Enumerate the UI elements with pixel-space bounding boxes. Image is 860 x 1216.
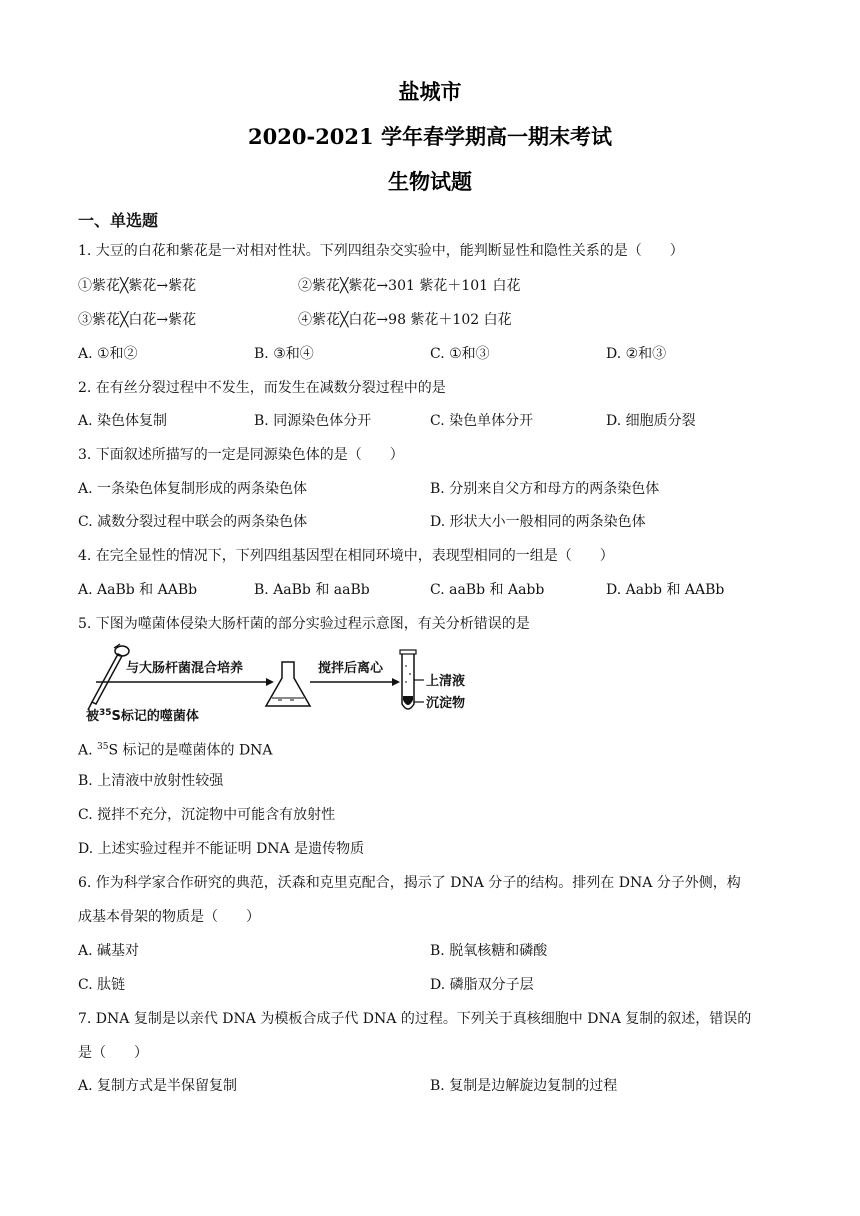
q1-option-c: C. ①和③: [430, 346, 490, 362]
q3-option-d: D. 形状大小一般相同的两条染色体: [430, 514, 646, 530]
q4-option-c: C. aaBb 和 Aabb: [430, 582, 545, 598]
q1-cross-3: ③紫花╳白花→紫花: [78, 312, 197, 328]
q5-option-b: B. 上清液中放射性较强: [78, 773, 224, 789]
q4-option-a: A. AaBb 和 AABb: [78, 582, 198, 598]
q7-stem-line-1: 7. DNA 复制是以亲代 DNA 为模板合成子代 DNA 的过程。下列关于真核细胞中 DNA 复制的叙述，错误的: [78, 1011, 752, 1027]
q6-option-a: A. 碱基对: [78, 943, 140, 959]
q5-stem: 5. 下图为噬菌体侵染大肠杆菌的部分实验过程示意图，有关分析错误的是: [78, 616, 530, 632]
q5-option-c: C. 搅拌不充分，沉淀物中可能含有放射性: [78, 807, 336, 823]
q3-stem: 3. 下面叙述所描写的一定是同源染色体的是（ ）: [78, 447, 404, 463]
label-sediment: 沉淀物: [426, 696, 466, 711]
q6-option-c: C. 肽链: [78, 977, 126, 993]
q2-option-b: B. 同源染色体分开: [254, 413, 372, 429]
q2-stem: 2. 在有丝分裂过程中不发生，而发生在减数分裂过程中的是: [78, 380, 446, 396]
test-tube-icon: [400, 650, 424, 709]
subject-title: 生物试题: [388, 169, 472, 194]
section-heading: 一、单选题: [78, 211, 159, 230]
q7-stem-line-2: 是（ ）: [78, 1045, 148, 1061]
q1-option-d: D. ②和③: [606, 346, 667, 362]
q6-option-b: B. 脱氧核糖和磷酸: [430, 943, 548, 959]
q1-cross-1: ①紫花╳紫花→紫花: [78, 278, 197, 294]
q2-option-a: A. 染色体复制: [78, 413, 168, 429]
q3-option-b: B. 分别来自父方和母方的两条染色体: [430, 481, 660, 497]
q1-option-a: A. ①和②: [78, 346, 138, 362]
label-mix: 与大肠杆菌混合培养: [126, 661, 244, 676]
label-supernatant: 上清液: [426, 674, 466, 689]
q4-option-b: B. AaBb 和 aaBb: [254, 582, 370, 598]
q2-option-c: C. 染色单体分开: [430, 413, 534, 429]
q3-option-a: A. 一条染色体复制形成的两条染色体: [78, 481, 308, 497]
label-phage: 被$^{35}$S标记的噬菌体: [86, 708, 199, 724]
q3-option-c: C. 减数分裂过程中联会的两条染色体: [78, 514, 308, 530]
q1-cross-4: ④紫花╳白花→98 紫花＋102 白花: [298, 312, 512, 328]
q6-stem-line-1: 6. 作为科学家合作研究的典范，沃森和克里克配合，揭示了 DNA 分子的结构。排列在 DNA 分子外侧，构: [78, 875, 741, 891]
q2-option-d: D. 细胞质分裂: [606, 413, 696, 429]
q7-option-a: A. 复制方式是半保留复制: [78, 1078, 238, 1094]
exam-title: 2020-2021 学年春学期高一期末考试: [248, 124, 612, 149]
q4-stem: 4. 在完全显性的情况下，下列四组基因型在相同环境中，表现型相同的一组是（ ）: [78, 548, 614, 564]
q6-stem-line-2: 成基本骨架的物质是（ ）: [78, 909, 260, 925]
flask-icon: [266, 662, 310, 706]
q4-option-d: D. Aabb 和 AABb: [606, 582, 725, 598]
city-title: 盐城市: [398, 79, 462, 104]
q1-cross-2: ②紫花╳紫花→301 紫花＋101 白花: [298, 278, 521, 294]
q7-option-b: B. 复制是边解旋边复制的过程: [430, 1078, 618, 1094]
phage-experiment-figure: [78, 642, 478, 726]
label-stir: 搅拌后离心: [318, 661, 384, 676]
q5-option-d: D. 上述实验过程并不能证明 DNA 是遗传物质: [78, 841, 365, 857]
q6-option-d: D. 磷脂双分子层: [430, 977, 534, 993]
q1-stem: 1. 大豆的白花和紫花是一对相对性状。下列四组杂交实验中，能判断显性和隐性关系的是（ ）: [78, 243, 684, 259]
q5-option-a: A. $^{35}$S 标记的是噬菌体的 DNA: [78, 742, 273, 759]
q1-option-b: B. ③和④: [254, 346, 314, 362]
dropper-icon: [88, 644, 129, 710]
